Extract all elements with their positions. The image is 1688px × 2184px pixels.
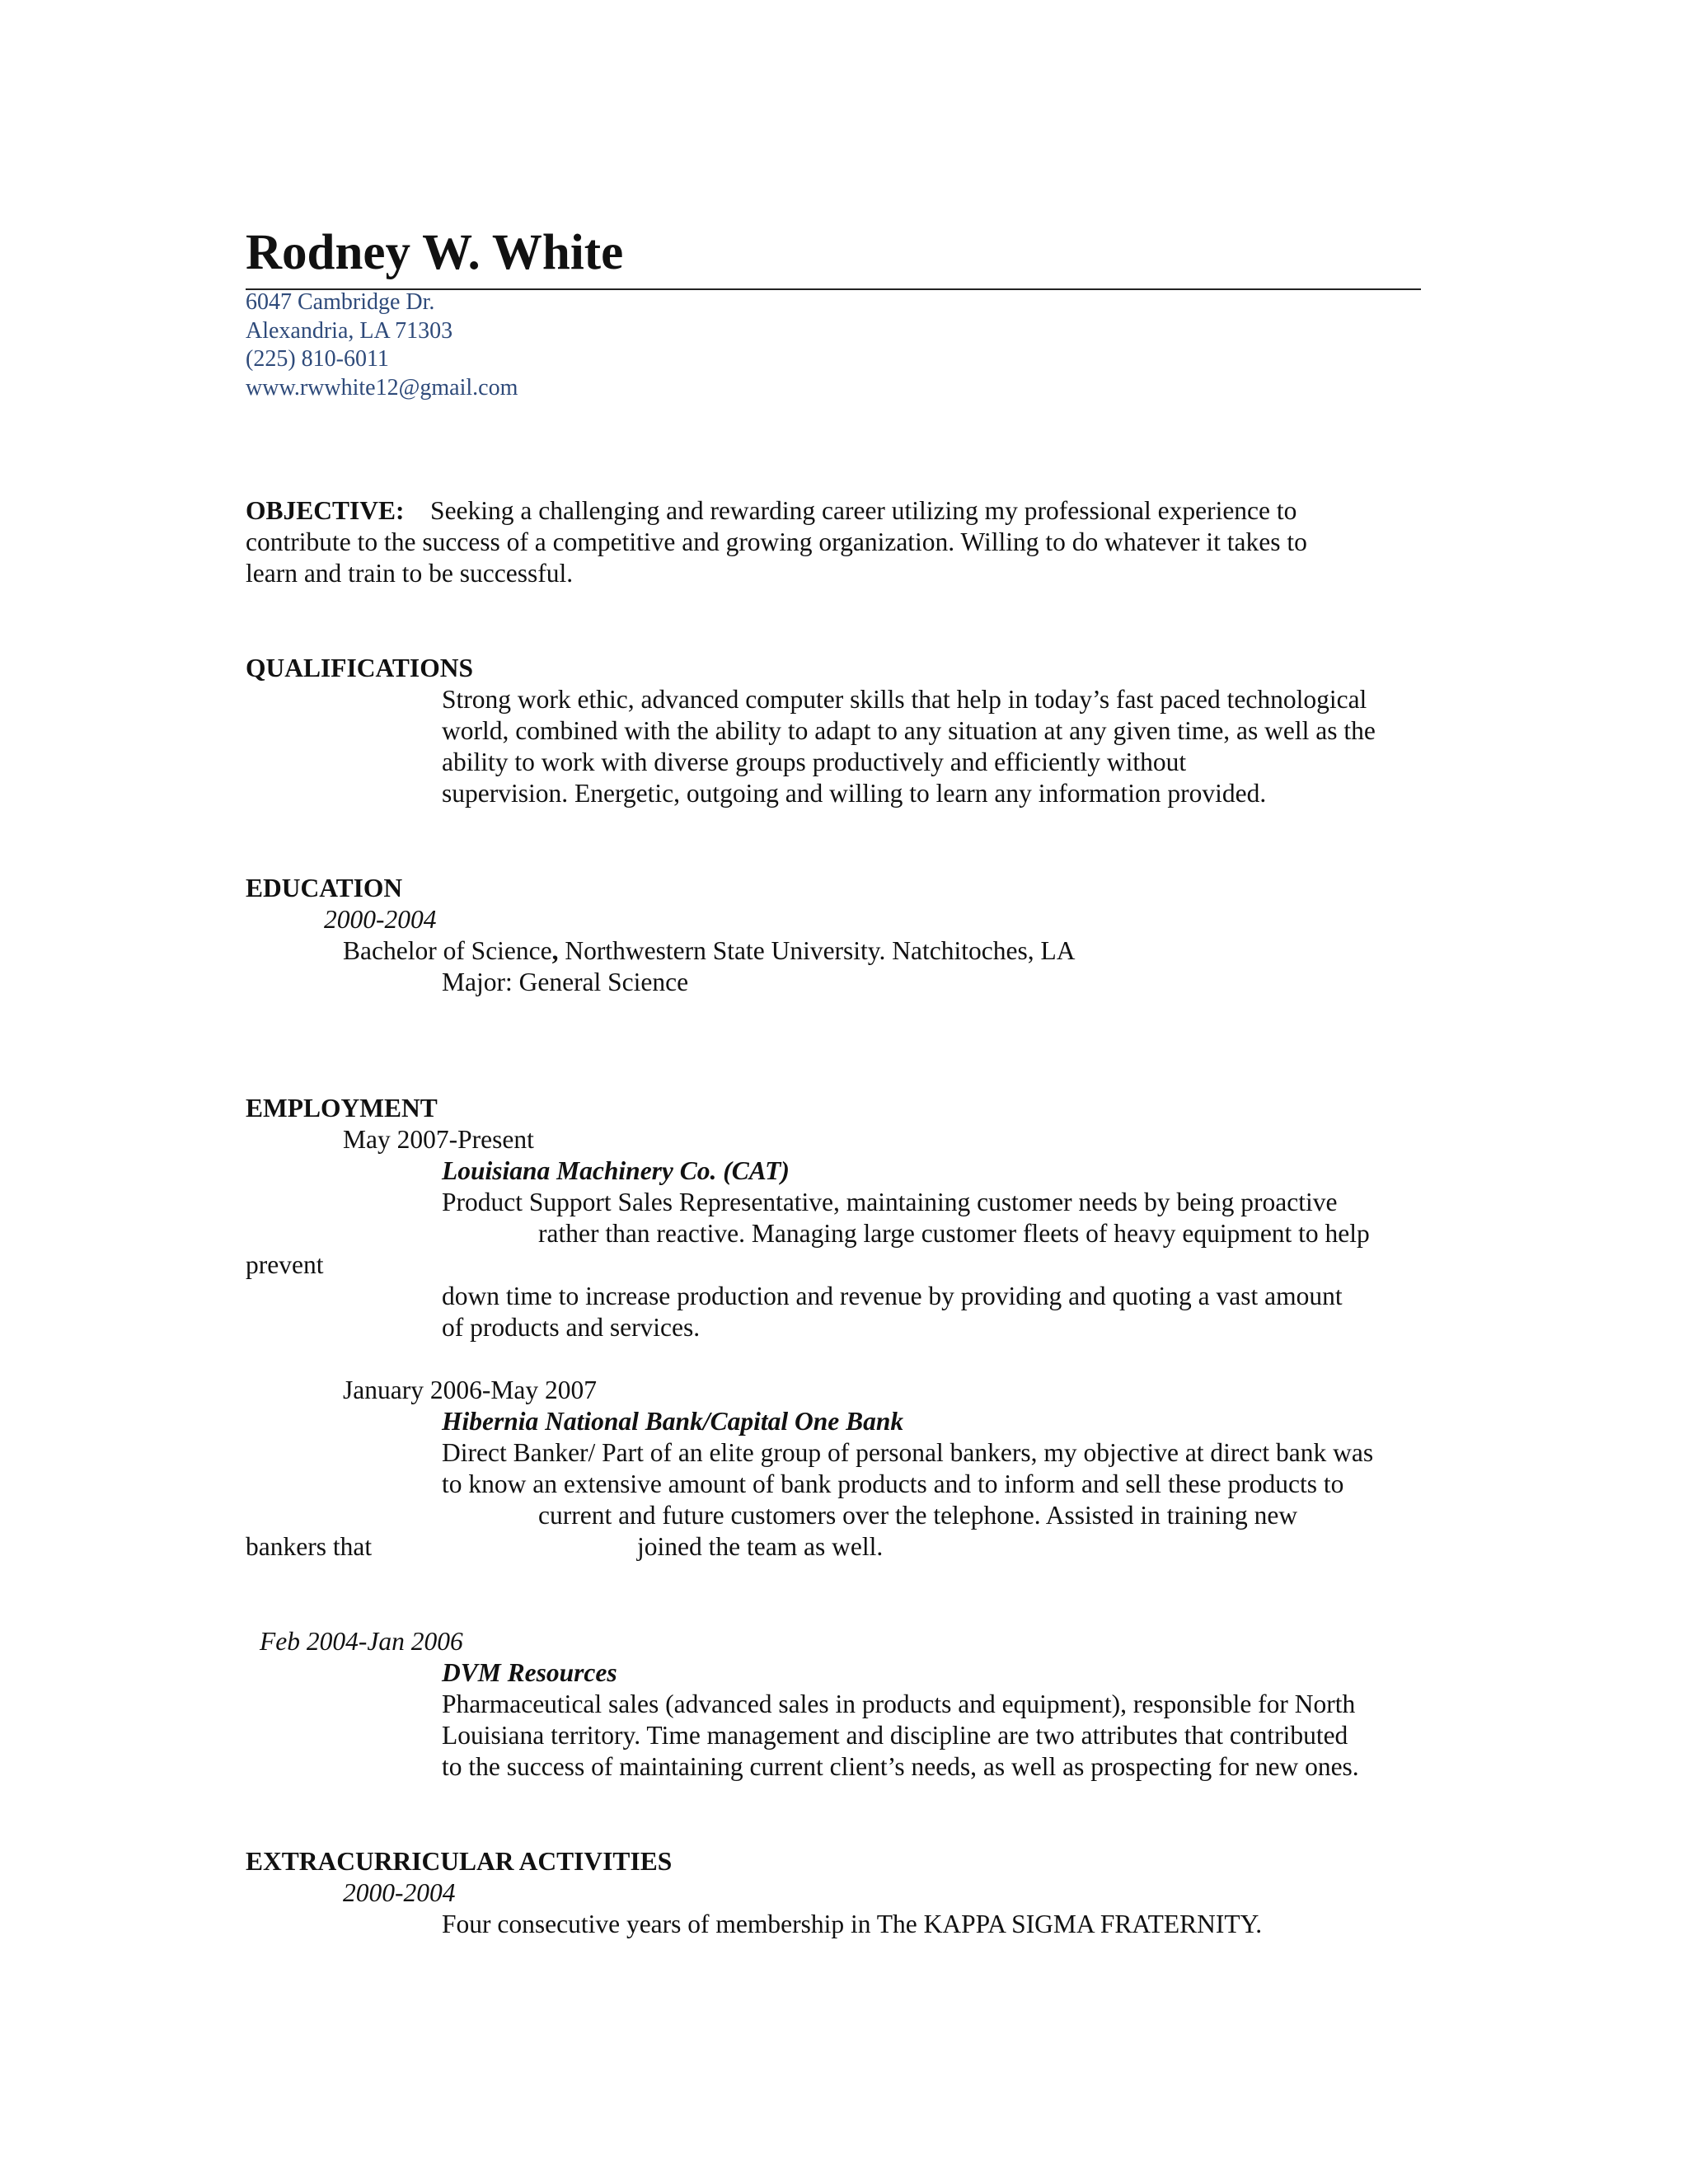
job-2-description-line-4a: bankers that — [246, 1532, 373, 1561]
email-address: www.rwwhite12@gmail.com — [246, 374, 518, 401]
objective-section — [246, 495, 1307, 589]
job-3-company: DVM Resources — [442, 1658, 617, 1687]
education-major: Major: General Science — [442, 968, 689, 996]
address-line-1: 6047 Cambridge Dr. — [246, 289, 435, 315]
job-1-description-line-2: rather than reactive. Managing large customer fleets of heavy equipment to help — [538, 1219, 1370, 1248]
qualifications-line: Strong work ethic, advanced computer skills that help in today’s fast paced technological — [442, 685, 1367, 714]
job-1-dates: May 2007-Present — [343, 1125, 534, 1154]
objective-label: OBJECTIVE: — [246, 496, 405, 525]
job-3-description-line-1: Pharmaceutical sales (advanced sales in products and equipment), responsible for North — [442, 1690, 1356, 1718]
degree-name: Bachelor of Science — [343, 936, 552, 965]
qualifications-text — [442, 684, 1376, 809]
job-2-company: Hibernia National Bank/Capital One Bank — [442, 1407, 904, 1436]
job-1-description-line-5: of products and services. — [442, 1313, 701, 1342]
objective-line-2: contribute to the success of a competitive and growing organization. Willing to do whatever it takes to — [246, 527, 1307, 556]
job-2-description-line-1: Direct Banker/ Part of an elite group of personal bankers, my objective at direct bank was — [442, 1438, 1374, 1467]
job-1-description-line-1: Product Support Sales Representative, maintaining customer needs by being proactive — [442, 1188, 1338, 1216]
job-2-description-line-2: to know an extensive amount of bank products and to inform and sell these products to — [442, 1469, 1344, 1498]
qualifications-line: supervision. Energetic, outgoing and willing to learn any information provided. — [442, 779, 1267, 808]
address-line-2: Alexandria, LA 71303 — [246, 317, 453, 344]
candidate-name: Rodney W. White — [246, 225, 624, 280]
contact-block — [246, 288, 518, 402]
job-2-description-line-3: current and future customers over the telephone. Assisted in training new — [538, 1501, 1298, 1530]
school-name: Northwestern State University. Natchitoches, LA — [558, 936, 1076, 965]
employment-heading: EMPLOYMENT — [246, 1094, 438, 1122]
education-heading: EDUCATION — [246, 874, 403, 902]
job-1-description-line-3: prevent — [246, 1250, 324, 1279]
education-dates: 2000-2004 — [324, 905, 437, 934]
phone-number: (225) 810-6011 — [246, 346, 389, 372]
objective-line-1: Seeking a challenging and rewarding career utilizing my professional experience to — [430, 496, 1297, 525]
job-1-description-line-4: down time to increase production and revenue by providing and quoting a vast amount — [442, 1282, 1343, 1310]
job-2-dates: January 2006-May 2007 — [343, 1376, 597, 1404]
qualifications-line: ability to work with diverse groups productively and efficiently without — [442, 748, 1187, 776]
qualifications-line: world, combined with the ability to adapt to any situation at any given time, as well as the — [442, 716, 1376, 745]
job-1-company: Louisiana Machinery Co. (CAT) — [442, 1156, 790, 1185]
objective-line-3: learn and train to be successful. — [246, 559, 574, 588]
activities-line-1: Four consecutive years of membership in The KAPPA SIGMA FRATERNITY. — [442, 1910, 1263, 1938]
education-degree — [343, 935, 1075, 967]
job-3-description-line-3: to the success of maintaining current client’s needs, as well as prospecting for new ones. — [442, 1752, 1359, 1781]
degree-separator: , — [551, 936, 559, 965]
job-2-description-line-4b: joined the team as well. — [637, 1532, 884, 1561]
activities-dates: 2000-2004 — [343, 1878, 456, 1907]
activities-heading: EXTRACURRICULAR ACTIVITIES — [246, 1847, 673, 1876]
qualifications-heading: QUALIFICATIONS — [246, 654, 473, 682]
job-3-description-line-2: Louisiana territory. Time management and discipline are two attributes that contributed — [442, 1721, 1348, 1750]
job-3-dates: Feb 2004-Jan 2006 — [260, 1627, 463, 1656]
